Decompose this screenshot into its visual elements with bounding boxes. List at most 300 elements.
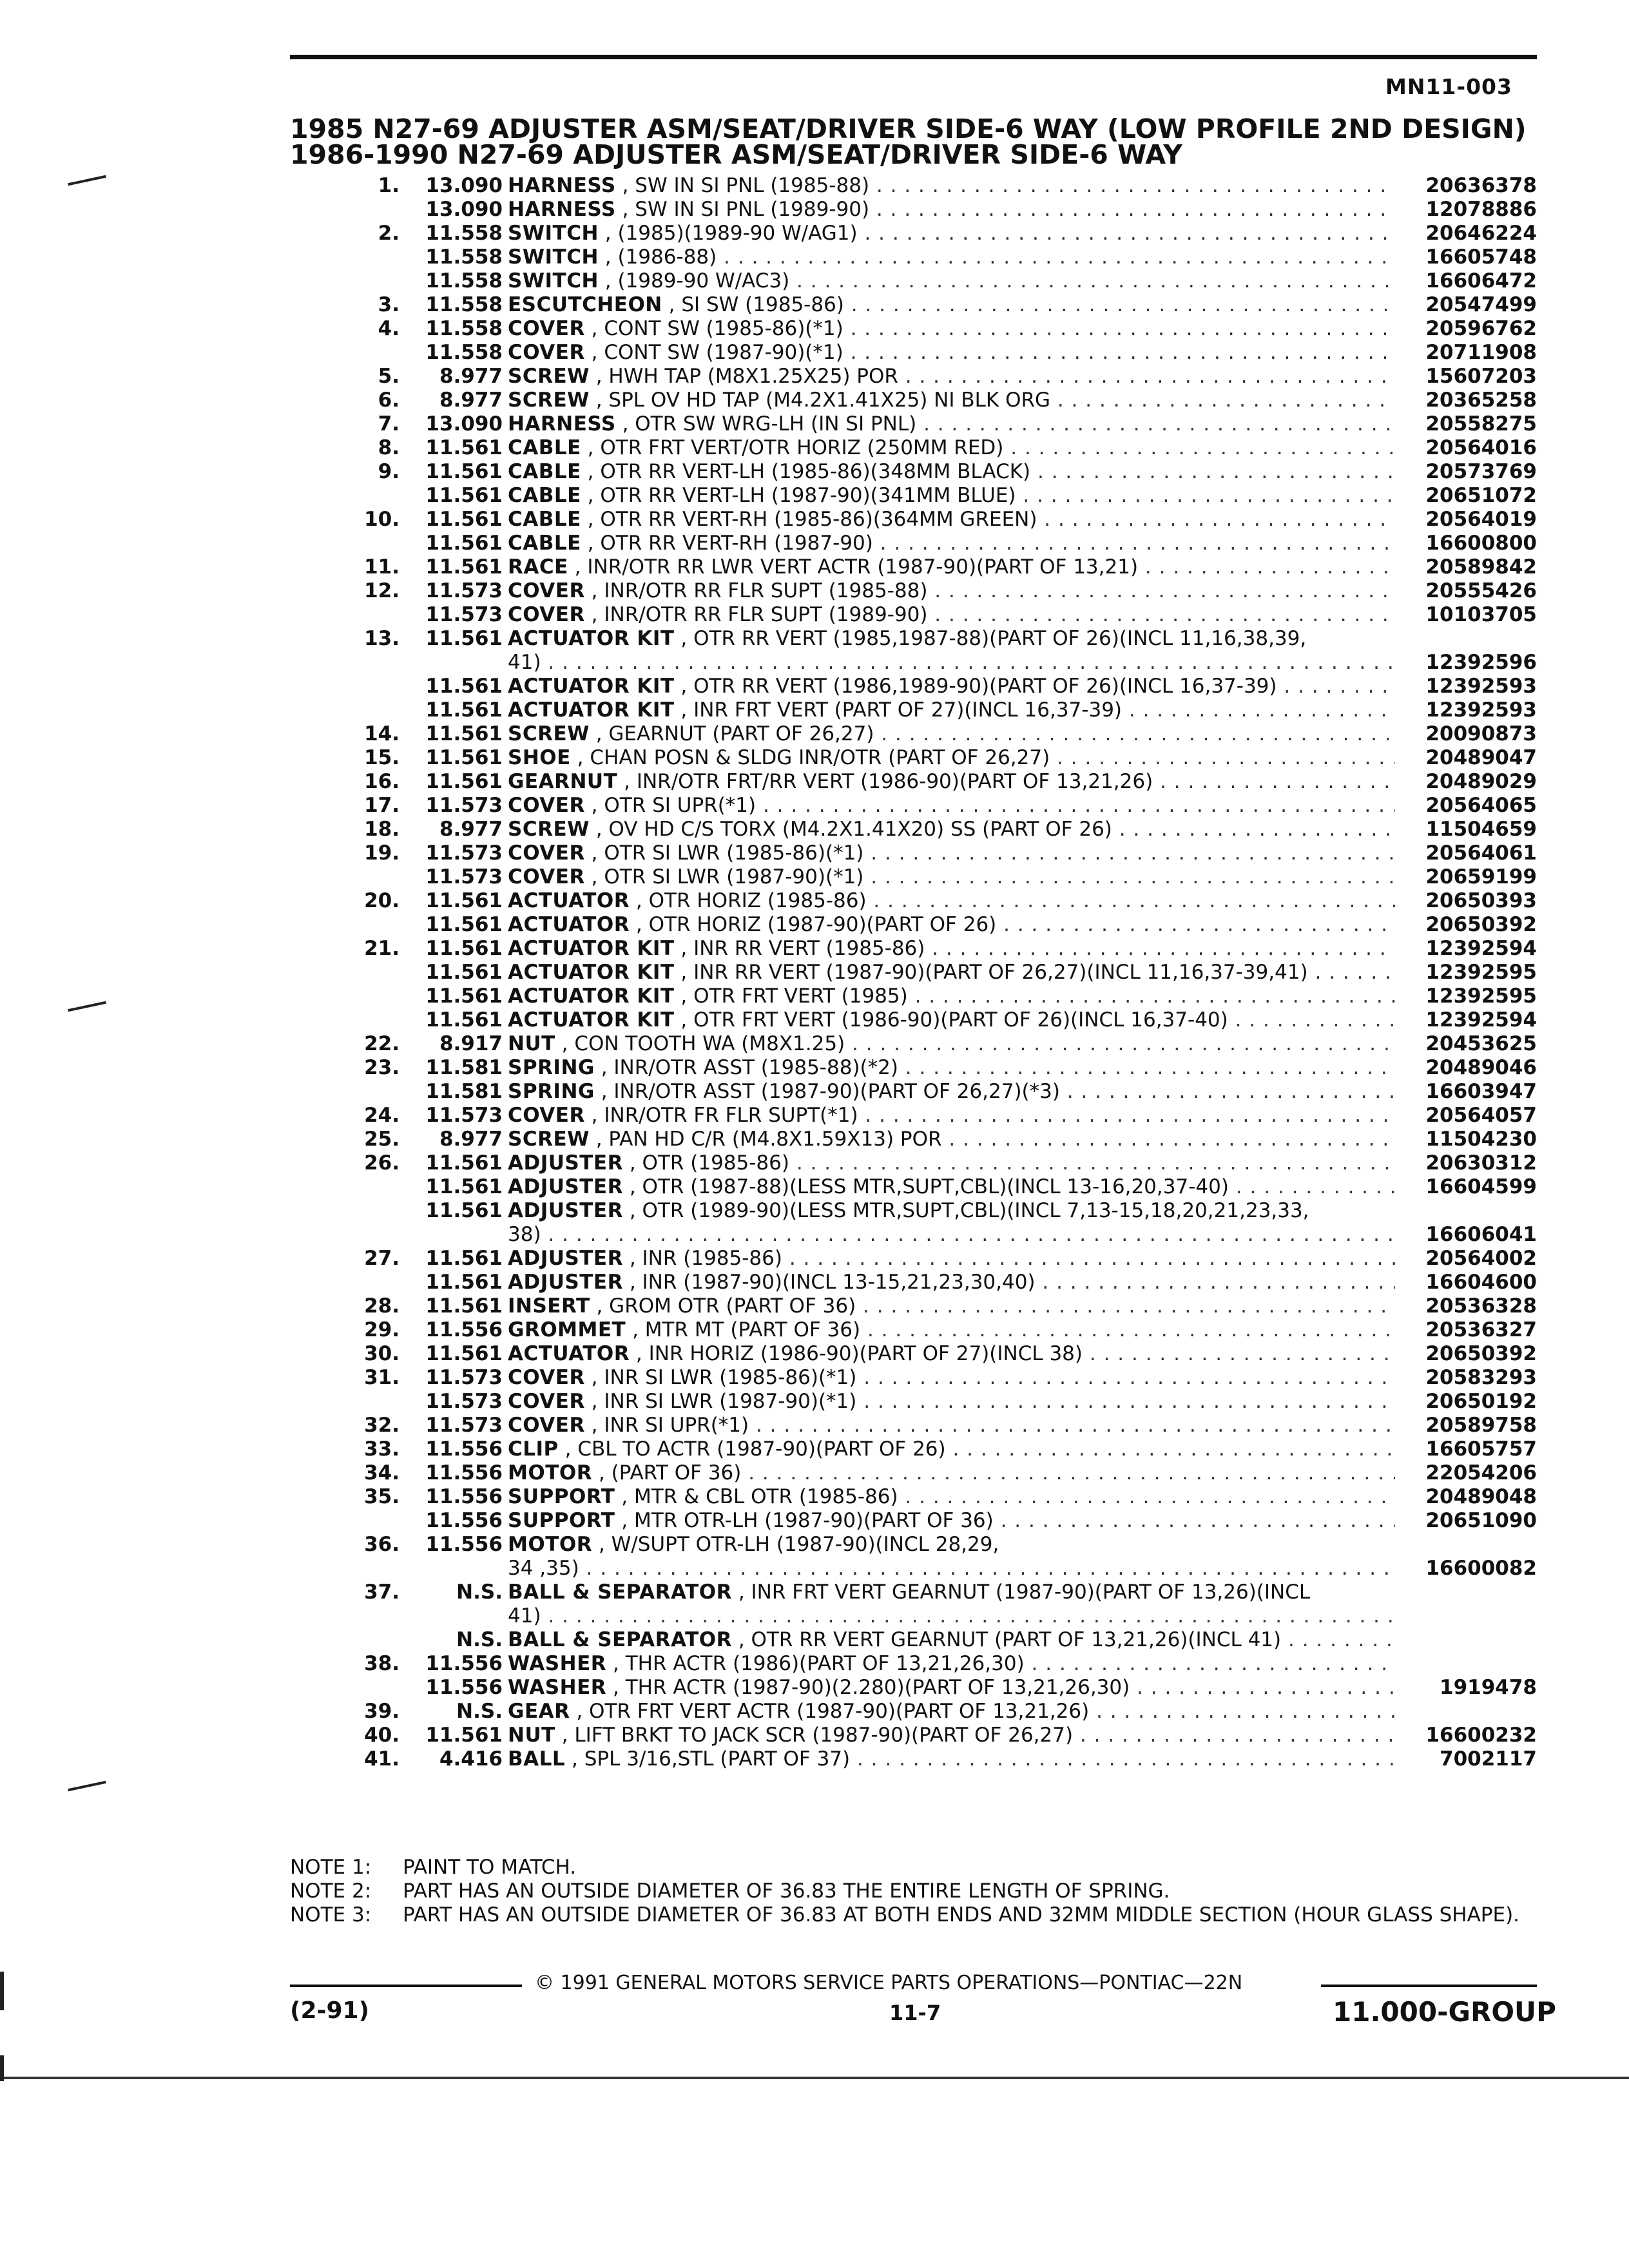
part-detail: , (1985)(1989-90 W/AG1) xyxy=(604,222,858,245)
part-row xyxy=(290,1032,1537,1056)
part-description xyxy=(508,1366,1397,1390)
part-description xyxy=(508,913,1397,937)
part-name: ADJUSTER xyxy=(508,1151,623,1175)
margin-mark xyxy=(68,1781,106,1791)
group-number: 11.561 xyxy=(425,1342,503,1365)
group-number: 11.561 xyxy=(425,1008,503,1032)
part-name: ACTUATOR KIT xyxy=(508,961,675,984)
part-description xyxy=(508,818,1397,841)
part-number: 20564061 xyxy=(1395,841,1537,865)
note-label: NOTE 1: xyxy=(290,1856,372,1879)
group-number: 11.558 xyxy=(425,222,503,245)
part-name: SCREW xyxy=(508,365,590,388)
part-row xyxy=(290,603,1537,627)
item-number: 8. xyxy=(378,436,400,459)
part-row xyxy=(290,770,1537,794)
part-description xyxy=(508,1390,1397,1414)
item-number: 19. xyxy=(364,841,400,865)
part-name: SHOE xyxy=(508,746,571,769)
part-row xyxy=(290,1414,1537,1437)
part-detail: , INR/OTR ASST (1985-88)(*2) xyxy=(601,1056,898,1079)
notes-section xyxy=(290,1856,1537,1951)
item-number: 38. xyxy=(364,1652,400,1675)
part-description xyxy=(508,1509,1397,1533)
part-row xyxy=(290,532,1537,555)
part-name: MOTOR xyxy=(508,1533,593,1556)
group-number: 8.977 xyxy=(439,818,503,841)
part-detail: , INR FRT VERT (PART OF 27)(INCL 16,37-39) xyxy=(680,698,1123,722)
part-detail: , (1986-88) xyxy=(604,245,717,269)
group-number: N.S. xyxy=(456,1628,503,1651)
part-description xyxy=(508,1676,1397,1700)
part-row xyxy=(290,675,1537,698)
item-number: 17. xyxy=(364,794,400,817)
part-description xyxy=(508,675,1397,698)
item-number: 15. xyxy=(364,746,400,769)
part-number: 12392596 xyxy=(1395,651,1537,675)
part-description xyxy=(508,1080,1397,1104)
part-description xyxy=(508,937,1397,961)
group-number: 11.561 xyxy=(425,937,503,960)
part-row xyxy=(290,1461,1537,1485)
note-text: PAINT TO MATCH. xyxy=(403,1856,577,1879)
part-detail: , OTR (1985-86) xyxy=(629,1151,789,1175)
part-number: 20489047 xyxy=(1395,746,1537,770)
part-name: HARNESS xyxy=(508,412,616,436)
part-number: 16604599 xyxy=(1395,1175,1537,1199)
group-number: 8.977 xyxy=(439,1128,503,1151)
part-name: SPRING xyxy=(508,1056,595,1079)
part-description xyxy=(508,1056,1397,1080)
part-name: CABLE xyxy=(508,436,581,459)
part-detail-continued: 41) xyxy=(508,1604,541,1628)
part-row xyxy=(290,1628,1537,1652)
part-name: SCREW xyxy=(508,389,590,412)
group-number: 11.581 xyxy=(425,1080,503,1103)
part-number: 20651072 xyxy=(1395,484,1537,508)
group-number: 11.556 xyxy=(425,1485,503,1508)
group-number: 11.561 xyxy=(425,770,503,793)
group-number: 11.561 xyxy=(425,746,503,769)
part-row xyxy=(290,1485,1537,1509)
part-number: 15607203 xyxy=(1395,365,1537,389)
group-number: 11.558 xyxy=(425,341,503,364)
part-description xyxy=(508,508,1397,532)
item-number: 29. xyxy=(364,1318,400,1341)
part-number: 16603947 xyxy=(1395,1080,1537,1104)
part-description xyxy=(508,317,1397,341)
part-number: 20547499 xyxy=(1395,293,1537,317)
part-name: COVER xyxy=(508,317,585,340)
item-number: 33. xyxy=(364,1437,400,1461)
part-name: COVER xyxy=(508,1390,585,1413)
part-number: 20711908 xyxy=(1395,341,1537,365)
part-description xyxy=(508,460,1397,484)
part-detail-continued: 41) xyxy=(508,651,541,674)
part-description xyxy=(508,1151,1397,1175)
item-number: 12. xyxy=(364,579,400,602)
part-number: 20650392 xyxy=(1395,913,1537,937)
group-number: 11.573 xyxy=(425,1366,503,1389)
part-detail: , GEARNUT (PART OF 26,27) xyxy=(595,722,874,745)
group-number: 11.573 xyxy=(425,865,503,889)
part-row xyxy=(290,1128,1537,1151)
part-number: 16605748 xyxy=(1395,245,1537,269)
part-number: 20650392 xyxy=(1395,1342,1537,1366)
part-row xyxy=(290,818,1537,841)
item-number: 21. xyxy=(364,937,400,960)
item-number: 41. xyxy=(364,1747,400,1771)
part-detail: , INR SI LWR (1985-86)(*1) xyxy=(591,1366,857,1389)
parts-list xyxy=(290,174,1537,1771)
item-number: 22. xyxy=(364,1032,400,1055)
part-row xyxy=(290,245,1537,269)
part-description xyxy=(508,365,1397,389)
group-number: 11.556 xyxy=(425,1318,503,1341)
part-description xyxy=(508,1533,1397,1581)
part-name: GROMMET xyxy=(508,1318,626,1341)
part-row xyxy=(290,1008,1537,1032)
part-description xyxy=(508,1414,1397,1437)
group-number: 11.581 xyxy=(425,1056,503,1079)
part-name: ADJUSTER xyxy=(508,1199,623,1222)
group-number: 11.558 xyxy=(425,269,503,293)
note-label: NOTE 3: xyxy=(290,1903,372,1927)
part-row xyxy=(290,746,1537,770)
part-description xyxy=(508,1104,1397,1128)
part-number: 16600800 xyxy=(1395,532,1537,555)
part-name: ACTUATOR KIT xyxy=(508,698,675,722)
part-description xyxy=(508,412,1397,436)
part-row xyxy=(290,1247,1537,1271)
footer-rule-right xyxy=(1321,1984,1537,1987)
group-number: 11.556 xyxy=(425,1676,503,1699)
part-row xyxy=(290,341,1537,365)
group-number: 4.416 xyxy=(439,1747,503,1771)
part-detail-continued: 38) xyxy=(508,1223,541,1246)
part-number: 20573769 xyxy=(1395,460,1537,484)
part-detail-continued: 34 ,35) xyxy=(508,1557,579,1580)
margin-mark xyxy=(68,1001,106,1012)
part-number: 16604600 xyxy=(1395,1271,1537,1294)
part-name: SCREW xyxy=(508,818,590,841)
part-description xyxy=(508,1271,1397,1294)
part-description xyxy=(508,579,1397,603)
note-row xyxy=(290,1856,1537,1879)
group-number: 11.561 xyxy=(425,1151,503,1175)
part-description xyxy=(508,1628,1397,1652)
part-description xyxy=(508,484,1397,508)
part-detail: , CONT SW (1987-90)(*1) xyxy=(591,341,843,364)
part-description xyxy=(508,1485,1397,1509)
group-number: 11.573 xyxy=(425,1104,503,1127)
part-name: WASHER xyxy=(508,1652,607,1675)
part-description xyxy=(508,603,1397,627)
part-detail: , THR ACTR (1987-90)(2.280)(PART OF 13,21,26,30) xyxy=(612,1676,1130,1699)
part-row xyxy=(290,1342,1537,1366)
part-number: 20536328 xyxy=(1395,1294,1537,1318)
part-number: 20564016 xyxy=(1395,436,1537,460)
group-number: 11.558 xyxy=(425,317,503,340)
part-detail: , HWH TAP (M8X1.25X25) POR xyxy=(595,365,898,388)
part-number: 20090873 xyxy=(1395,722,1537,746)
part-description xyxy=(508,1008,1397,1032)
item-number: 24. xyxy=(364,1104,400,1127)
part-name: ACTUATOR KIT xyxy=(508,627,675,650)
part-description xyxy=(508,698,1397,722)
part-name: CABLE xyxy=(508,532,581,555)
part-row xyxy=(290,1175,1537,1199)
part-name: ACTUATOR KIT xyxy=(508,985,675,1008)
part-row xyxy=(290,579,1537,603)
part-name: ADJUSTER xyxy=(508,1271,623,1294)
part-row xyxy=(290,1437,1537,1461)
part-detail: , THR ACTR (1986)(PART OF 13,21,26,30) xyxy=(612,1652,1025,1675)
group-number: 11.561 xyxy=(425,1247,503,1270)
part-detail: , INR HORIZ (1986-90)(PART OF 27)(INCL 38) xyxy=(635,1342,1083,1365)
group-number: 11.573 xyxy=(425,841,503,865)
part-row xyxy=(290,722,1537,746)
part-row xyxy=(290,1199,1537,1247)
part-detail: , CHAN POSN & SLDG INR/OTR (PART OF 26,27) xyxy=(577,746,1050,769)
part-name: SCREW xyxy=(508,722,590,745)
part-number: 20583293 xyxy=(1395,1366,1537,1390)
part-name: CLIP xyxy=(508,1437,559,1461)
group-number: 11.561 xyxy=(425,555,503,579)
part-detail: , OTR HORIZ (1987-90)(PART OF 26) xyxy=(635,913,997,936)
part-name: SWITCH xyxy=(508,222,599,245)
part-description xyxy=(508,532,1397,555)
part-detail: , OTR FRT VERT ACTR (1987-90)(PART OF 13,21,26) xyxy=(576,1700,1090,1723)
note-text: PART HAS AN OUTSIDE DIAMETER OF 36.83 THE ENTIRE LENGTH OF SPRING. xyxy=(403,1879,1170,1903)
part-number: 20555426 xyxy=(1395,579,1537,603)
part-description xyxy=(508,1199,1397,1247)
part-name: COVER xyxy=(508,603,585,626)
part-description xyxy=(508,770,1397,794)
group-number: 11.561 xyxy=(425,698,503,722)
part-name: WASHER xyxy=(508,1676,607,1699)
group-number: 13.090 xyxy=(425,412,503,436)
part-detail: , OTR SI LWR (1985-86)(*1) xyxy=(591,841,864,865)
part-number: 20564002 xyxy=(1395,1247,1537,1271)
item-number: 39. xyxy=(364,1700,400,1723)
part-number: 20636378 xyxy=(1395,174,1537,198)
part-name: COVER xyxy=(508,841,585,865)
item-number: 37. xyxy=(364,1581,400,1604)
part-name: GEAR xyxy=(508,1700,570,1723)
part-name: COVER xyxy=(508,579,585,602)
group-number: 11.561 xyxy=(425,484,503,507)
part-name: COVER xyxy=(508,1414,585,1437)
group-number: 11.561 xyxy=(425,722,503,745)
part-row xyxy=(290,174,1537,198)
part-description xyxy=(508,1294,1397,1318)
part-row xyxy=(290,412,1537,436)
part-detail: , INR/OTR ASST (1987-90)(PART OF 26,27)(*3) xyxy=(601,1080,1060,1103)
part-description xyxy=(508,746,1397,770)
part-row xyxy=(290,1533,1537,1581)
part-detail: , SW IN SI PNL (1989-90) xyxy=(622,198,870,221)
part-number: 20596762 xyxy=(1395,317,1537,341)
group-number: 11.556 xyxy=(425,1461,503,1485)
part-description xyxy=(508,985,1397,1008)
part-row xyxy=(290,198,1537,222)
part-row xyxy=(290,317,1537,341)
part-number: 11504659 xyxy=(1395,818,1537,841)
part-name: BALL & SEPARATOR xyxy=(508,1581,732,1604)
part-description xyxy=(508,1128,1397,1151)
group-number: N.S. xyxy=(456,1581,503,1604)
part-description xyxy=(508,841,1397,865)
part-number: 20650192 xyxy=(1395,1390,1537,1414)
item-number: 6. xyxy=(378,389,400,412)
part-detail: , SPL 3/16,STL (PART OF 37) xyxy=(572,1747,851,1771)
part-detail: , INR/OTR FR FLR SUPT(*1) xyxy=(591,1104,858,1127)
part-detail: , INR (1985-86) xyxy=(629,1247,782,1270)
part-name: ACTUATOR KIT xyxy=(508,675,675,698)
part-detail: , (1989-90 W/AC3) xyxy=(604,269,790,293)
part-number: 12392593 xyxy=(1395,675,1537,698)
part-row xyxy=(290,269,1537,293)
part-detail: , INR (1987-90)(INCL 13-15,21,23,30,40) xyxy=(629,1271,1036,1294)
part-row xyxy=(290,1080,1537,1104)
part-row xyxy=(290,1294,1537,1318)
item-number: 14. xyxy=(364,722,400,745)
group-number: 11.556 xyxy=(425,1509,503,1532)
part-detail: , INR SI UPR(*1) xyxy=(591,1414,749,1437)
part-number: 16606472 xyxy=(1395,269,1537,293)
part-detail: , OTR RR VERT-RH (1987-90) xyxy=(587,532,873,555)
group-number: 11.561 xyxy=(425,627,503,650)
part-name: COVER xyxy=(508,794,585,817)
part-number: 1919478 xyxy=(1395,1676,1537,1700)
group-number: 13.090 xyxy=(425,198,503,221)
part-number: 12392594 xyxy=(1395,937,1537,961)
part-row xyxy=(290,1700,1537,1724)
group-number: 11.561 xyxy=(425,532,503,555)
part-row xyxy=(290,1652,1537,1676)
part-detail: , OTR (1987-88)(LESS MTR,SUPT,CBL)(INCL 13-16,20,37-40) xyxy=(629,1175,1229,1198)
part-description xyxy=(508,245,1397,269)
part-number: 20453625 xyxy=(1395,1032,1537,1056)
part-name: COVER xyxy=(508,1104,585,1127)
part-description xyxy=(508,1318,1397,1342)
part-number: 12392594 xyxy=(1395,1008,1537,1032)
item-number: 40. xyxy=(364,1724,400,1747)
part-row xyxy=(290,436,1537,460)
part-description xyxy=(508,961,1397,985)
part-description xyxy=(508,1461,1397,1485)
group-number: 11.561 xyxy=(425,460,503,483)
item-number: 10. xyxy=(364,508,400,531)
item-number: 2. xyxy=(378,222,400,245)
group-number: 11.561 xyxy=(425,1724,503,1747)
part-detail: , CBL TO ACTR (1987-90)(PART OF 26) xyxy=(564,1437,946,1461)
part-name: SWITCH xyxy=(508,245,599,269)
part-name: ADJUSTER xyxy=(508,1247,623,1270)
part-detail: , W/SUPT OTR-LH (1987-90)(INCL 28,29, xyxy=(598,1533,999,1556)
group-number: 11.561 xyxy=(425,961,503,984)
part-number: 20651090 xyxy=(1395,1509,1537,1533)
item-number: 16. xyxy=(364,770,400,793)
item-number: 18. xyxy=(364,818,400,841)
part-detail: , OTR RR VERT (1985,1987-88)(PART OF 26)(INCL 11,16,38,39, xyxy=(680,627,1307,650)
group-number: 8.977 xyxy=(439,389,503,412)
group-number: 11.558 xyxy=(425,293,503,316)
part-row xyxy=(290,555,1537,579)
part-detail: , INR SI LWR (1987-90)(*1) xyxy=(591,1390,857,1413)
group-number: 11.561 xyxy=(425,889,503,912)
part-row xyxy=(290,1581,1537,1628)
part-description xyxy=(508,1724,1397,1747)
part-detail: , OTR RR VERT (1986,1989-90)(PART OF 26)(INCL 16,37-39) xyxy=(680,675,1277,698)
page-number: 11-7 xyxy=(889,2001,941,2025)
part-name: BALL & SEPARATOR xyxy=(508,1628,732,1651)
part-description xyxy=(508,222,1397,245)
item-number: 32. xyxy=(364,1414,400,1437)
group-number: 11.573 xyxy=(425,1414,503,1437)
group-number: 11.573 xyxy=(425,1390,503,1413)
part-detail: , SPL OV HD TAP (M4.2X1.41X25) NI BLK ORG xyxy=(595,389,1051,412)
part-row xyxy=(290,961,1537,985)
part-number: 16605757 xyxy=(1395,1437,1537,1461)
group-number: 8.917 xyxy=(439,1032,503,1055)
part-row xyxy=(290,913,1537,937)
part-name: ACTUATOR xyxy=(508,1342,630,1365)
item-number: 23. xyxy=(364,1056,400,1079)
part-name: MOTOR xyxy=(508,1461,593,1485)
part-name: ADJUSTER xyxy=(508,1175,623,1198)
part-row xyxy=(290,1271,1537,1294)
part-description xyxy=(508,794,1397,818)
part-number: 20489048 xyxy=(1395,1485,1537,1509)
group-number: 11.556 xyxy=(425,1437,503,1461)
part-detail: , MTR & CBL OTR (1985-86) xyxy=(621,1485,898,1508)
part-detail: , OTR (1989-90)(LESS MTR,SUPT,CBL)(INCL 7,13-15,18,20,21,23,33, xyxy=(629,1199,1309,1222)
part-name: ESCUTCHEON xyxy=(508,293,662,316)
part-detail: , OTR RR VERT-LH (1987-90)(341MM BLUE) xyxy=(587,484,1016,507)
document-code: MN11-003 xyxy=(1385,74,1512,99)
part-number: 20558275 xyxy=(1395,412,1537,436)
part-description xyxy=(508,389,1397,412)
part-description xyxy=(508,889,1397,913)
margin-mark xyxy=(0,1972,4,2010)
group-number: 11.561 xyxy=(425,913,503,936)
item-number: 25. xyxy=(364,1128,400,1151)
page-title-line-2: 1986-1990 N27-69 ADJUSTER ASM/SEAT/DRIVER SIDE-6 WAY xyxy=(290,139,1182,170)
part-row xyxy=(290,1104,1537,1128)
part-row xyxy=(290,889,1537,913)
part-description xyxy=(508,198,1397,222)
part-name: CABLE xyxy=(508,460,581,483)
item-number: 7. xyxy=(378,412,400,436)
part-detail: , INR/OTR RR FLR SUPT (1985-88) xyxy=(591,579,928,602)
part-detail: , OTR FRT VERT (1985) xyxy=(680,985,908,1008)
part-row xyxy=(290,865,1537,889)
part-description xyxy=(508,1032,1397,1056)
part-description xyxy=(508,1747,1397,1771)
part-description xyxy=(508,293,1397,317)
part-name: NUT xyxy=(508,1724,555,1747)
part-name: SCREW xyxy=(508,1128,590,1151)
page-title-line-1: 1985 N27-69 ADJUSTER ASM/SEAT/DRIVER SIDE-6 WAY (LOW PROFILE 2ND DESIGN) xyxy=(290,113,1527,144)
item-number: 34. xyxy=(364,1461,400,1485)
part-detail: , CON TOOTH WA (M8X1.25) xyxy=(561,1032,845,1055)
group-number: 11.561 xyxy=(425,675,503,698)
part-detail: , PAN HD C/R (M4.8X1.59X13) POR xyxy=(595,1128,942,1151)
part-number: 12078886 xyxy=(1395,198,1537,222)
part-number: 12392595 xyxy=(1395,961,1537,985)
